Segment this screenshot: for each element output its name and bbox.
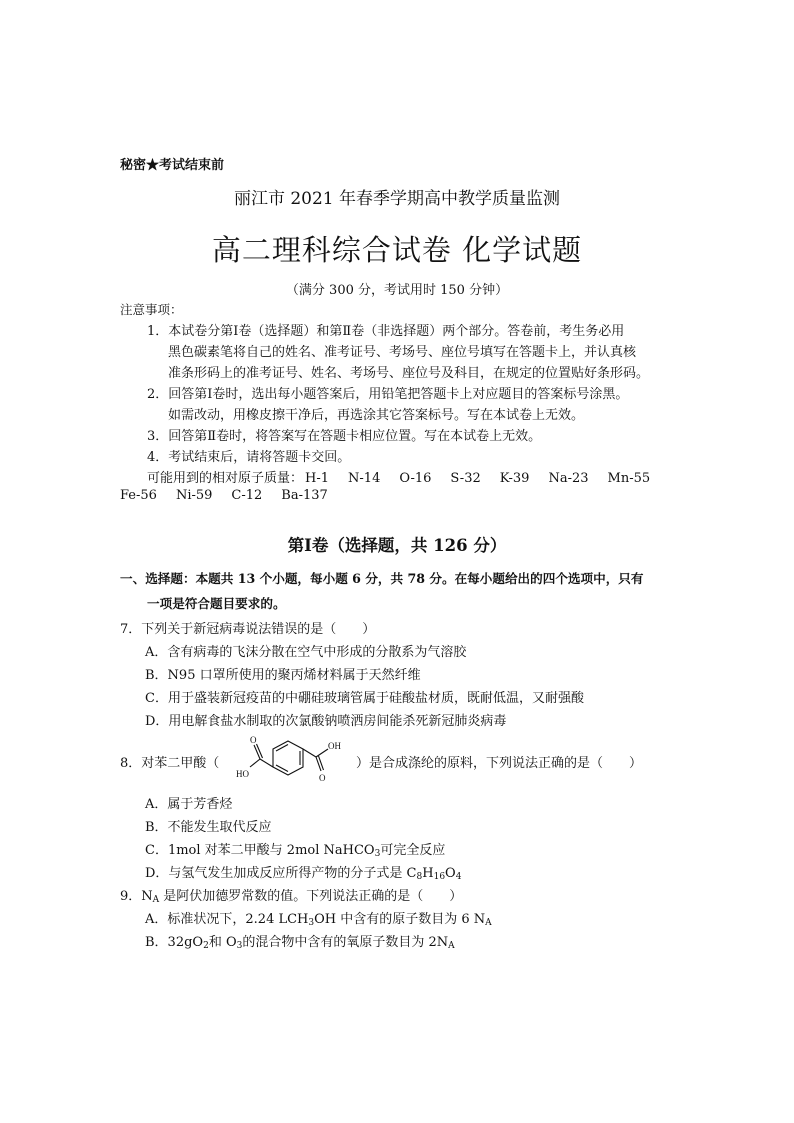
section-title: 第Ⅰ卷（选择题，共 126 分） [287, 536, 507, 555]
atomic-mass: Fe-56 [120, 488, 157, 503]
atomic-mass: Ni-59 [175, 488, 213, 503]
atomic-masses-line1 [147, 467, 669, 486]
question-8-option-d: D．与氢气发生加成反应所得产物的分子式是 $C_8H_{16}O_4$ [145, 866, 462, 882]
hydroxyl-label: OH [328, 741, 341, 751]
atomic-mass: Mn-55 [607, 471, 651, 486]
question-9-stem: 9．$N_A$ 是阿伏加德罗常数的值。下列说法正确的是（ ） [120, 889, 463, 905]
question-7-option-b: B．N95 口罩所使用的聚丙烯材料属于天然纤维 [145, 668, 421, 683]
atomic-mass: N-14 [348, 471, 381, 486]
atomic-mass: K-39 [499, 471, 530, 486]
terephthalic-acid-structure-icon [228, 735, 358, 787]
atomic-mass: H-1 [305, 471, 330, 486]
question-8-option-c: C．1mol 对苯二甲酸与 2mol NaHCO$_3$可完全反应 [145, 843, 446, 859]
atomic-mass: Na-23 [548, 471, 589, 486]
note-line: 准条形码上的准考证号、姓名、考场号、座位号及科目，在规定的位置贴好条形码。 [168, 366, 650, 381]
question-7-option-a: A．含有病毒的飞沫分散在空气中形成的分散系为气溶胶 [145, 645, 467, 660]
note-line: 2．回答第Ⅰ卷时，选出每小题答案后，用铅笔把答题卡上对应题目的答案标号涂黑。 [147, 387, 629, 402]
question-7-option-d: D．用电解食盐水制取的次氯酸钠喷洒房间能杀死新冠肺炎病毒 [145, 714, 507, 729]
note-line: 4．考试结束后，请将答题卡交回。 [147, 450, 351, 465]
question-7-stem: 7．下列关于新冠病毒说法错误的是（ ） [120, 622, 376, 637]
note-line: 1．本试卷分第Ⅰ卷（选择题）和第Ⅱ卷（非选择题）两个部分。答卷前，考生务必用 [147, 324, 625, 339]
note-line: 如需改动，用橡皮擦干净后，再选涂其它答案标号。写在本试卷上无效。 [168, 408, 585, 423]
notes-heading: 注意事项： [120, 302, 183, 317]
atomic-mass: C-12 [231, 488, 263, 503]
question-8-stem-end: ）是合成涤纶的原料，下列说法正确的是（ ） [356, 756, 643, 771]
atoms-label: 可能用到的相对原子质量： [147, 471, 304, 486]
section-intro: 一、选择题：本题共 13 个小题，每小题 6 分，共 78 分。在每小题给出的四个选项中，只有 [120, 571, 644, 586]
atomic-masses-line2 [120, 488, 347, 503]
atomic-mass: S-32 [450, 471, 481, 486]
confidential-mark: 秘密★考试结束前 [120, 158, 225, 173]
exam-info: （满分 300 分，考试用时 150 分钟） [285, 283, 509, 298]
exam-title: 丽江市 2021 年春季学期高中教学质量监测 [233, 189, 561, 209]
section-intro-cont: 一项是符合题目要求的。 [147, 596, 286, 611]
question-7-option-c: C．用于盛装新冠疫苗的中硼硅玻璃管属于硅酸盐材质，既耐低温，又耐强酸 [145, 691, 584, 706]
svg-text:O: O [319, 773, 326, 783]
question-8-option-a: A．属于芳香烃 [145, 797, 233, 812]
atomic-mass: O-16 [399, 471, 432, 486]
question-9-option-b: B．$32gO_2$和 $O_3$的混合物中含有的氧原子数目为 $2N_A$ [145, 935, 455, 951]
question-8-stem-start: 8．对苯二甲酸（ [120, 756, 220, 771]
svg-text:O: O [250, 735, 257, 745]
atomic-mass: Ba-137 [281, 488, 328, 503]
question-8-option-b: B．不能发生取代反应 [145, 820, 272, 835]
paper-title: 高二理科综合试卷 化学试题 [211, 233, 583, 267]
note-line: 3．回答第Ⅱ卷时，将答案写在答题卡相应位置。写在本试卷上无效。 [147, 429, 542, 444]
question-9-option-a: A．标准状况下，2.24 $LCH_3OH$ 中含有的原子数目为 6 $N_A$ [145, 912, 492, 928]
hydroxyl-label: HO [236, 769, 249, 779]
note-line: 黑色碳素笔将自己的姓名、准考证号、考场号、座位号填写在答题卡上，并认真核 [168, 345, 637, 360]
